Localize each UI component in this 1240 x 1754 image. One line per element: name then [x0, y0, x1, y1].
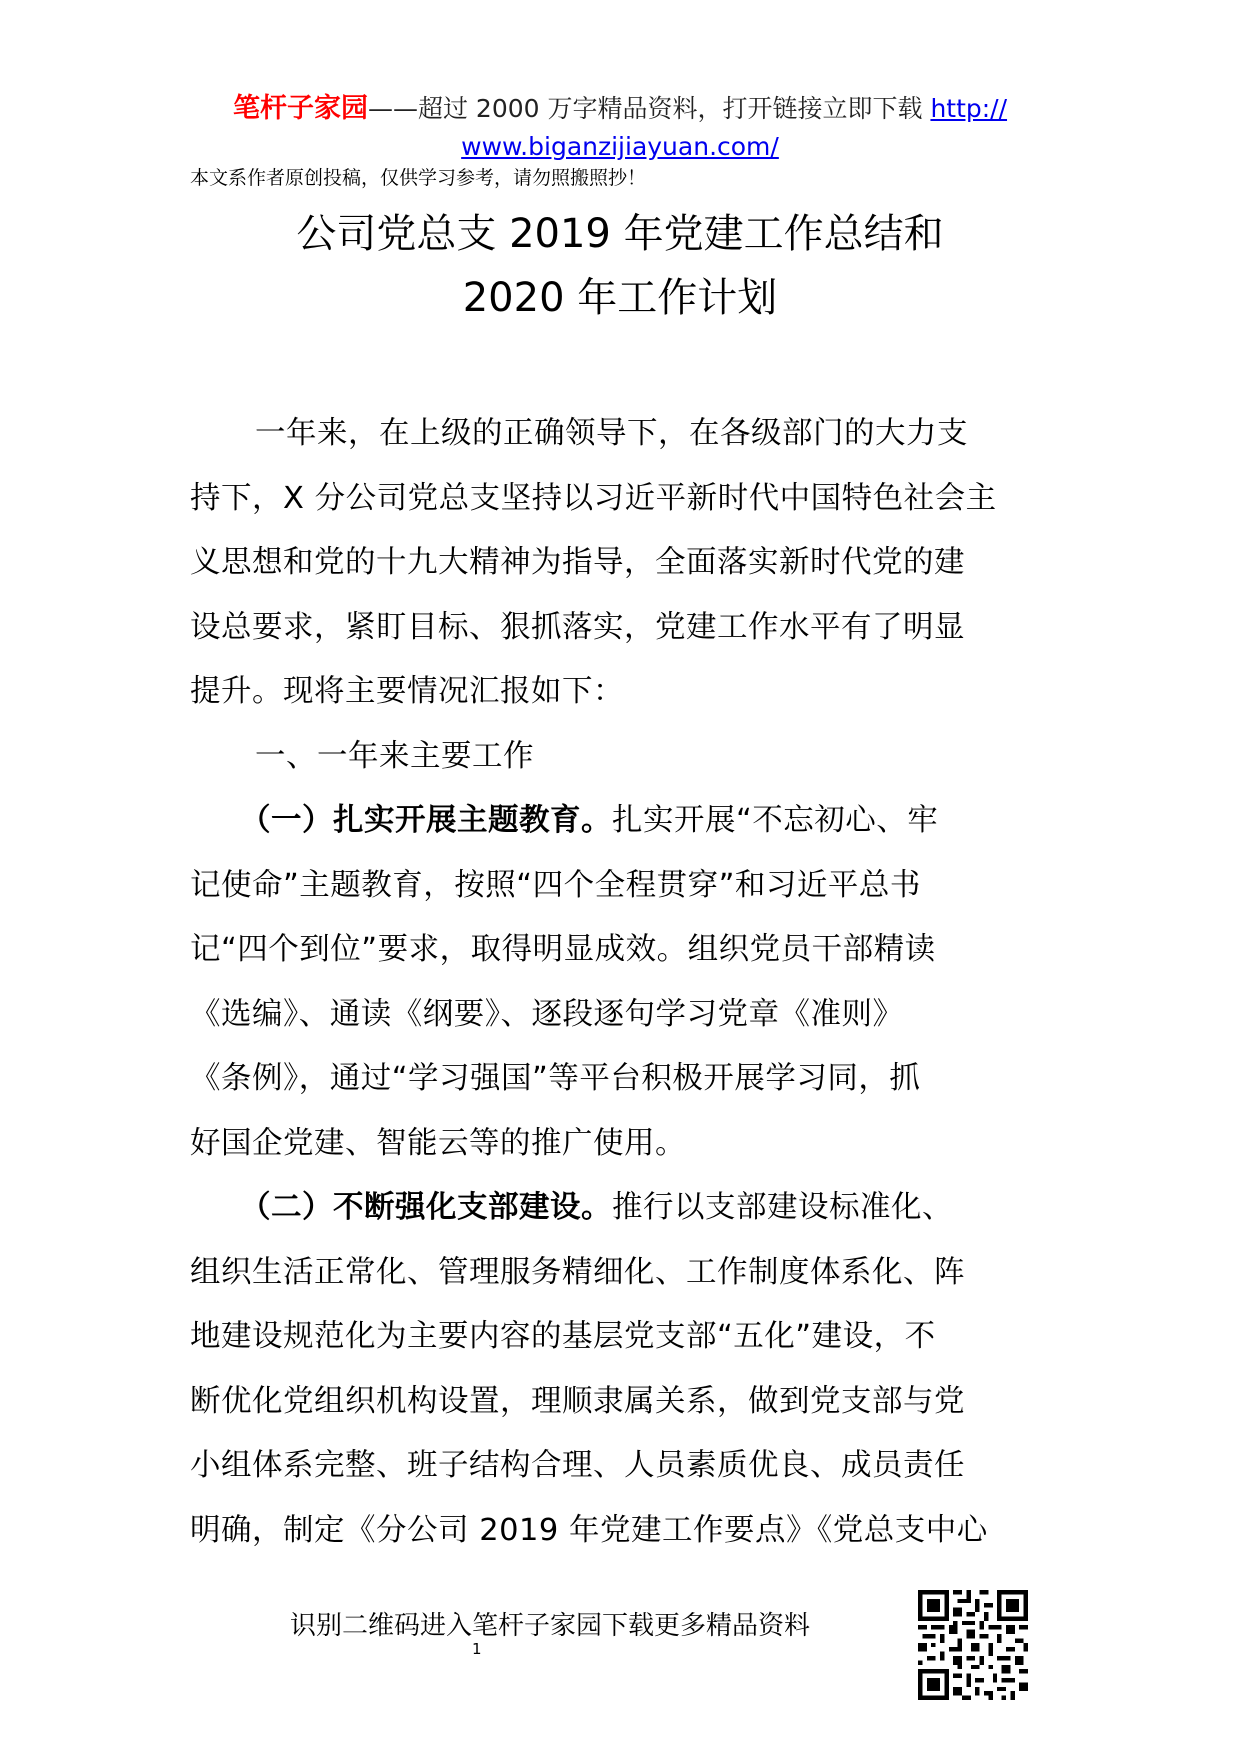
subsection-2-heading: （二）不断强化支部建设。 — [240, 1190, 612, 1225]
document-body — [190, 402, 1058, 1563]
brand-name: 笔杆子家园 — [232, 93, 368, 124]
paragraph-line: 记“四个到位”要求，取得明显成效。组织党员干部精读 — [190, 932, 936, 967]
qr-code-icon[interactable] — [918, 1590, 1028, 1700]
page-number: 1 — [472, 1640, 482, 1658]
document-title-line2: 2020 年工作计划 — [462, 275, 778, 321]
subsection-1-first-line — [190, 789, 1058, 854]
site-link-line — [0, 130, 1240, 164]
paragraph-line: 义思想和党的十九大精神为指导，全面落实新时代党的建 — [190, 545, 965, 580]
paragraph-line: 持下，X 分公司党总支坚持以习近平新时代中国特色社会主 — [190, 480, 997, 516]
paragraph-line: 地建设规范化为主要内容的基层党支部“五化”建设，不 — [190, 1319, 936, 1354]
paragraph-line: 《条例》，通过“学习强国”等平台积极开展学习同，抓 — [190, 1061, 921, 1096]
paragraph-line: 记使命”主题教育，按照“四个全程贯穿”和习近平总书 — [190, 867, 921, 903]
paragraph-line: 一年来，在上级的正确领导下，在各级部门的大力支 — [255, 416, 968, 451]
download-link-part1[interactable]: http:// — [930, 94, 1008, 123]
paragraph-line: 小组体系完整、班子结构合理、人员素质优良、成员责任 — [190, 1448, 965, 1483]
paragraph-line: 断优化党组织机构设置，理顺隶属关系，做到党支部与党 — [190, 1383, 965, 1419]
paragraph-line: 提升。现将主要情况汇报如下： — [190, 674, 624, 709]
qr-caption: 识别二维码进入笔杆子家园下载更多精品资料 — [290, 1611, 811, 1641]
download-link-part2[interactable]: www.biganzijiayuan.com/ — [461, 132, 779, 161]
copyright-notice: 本文系作者原创投稿，仅供学习参考，请勿照搬照抄！ — [190, 167, 647, 189]
subsection-2-text: 推行以支部建设标准化、 — [612, 1190, 953, 1225]
paragraph-line: 组织生活正常化、管理服务精细化、工作制度体系化、阵 — [190, 1254, 965, 1290]
paragraph-line: 《选编》、通读《纲要》、逐段逐句学习党章《准则》 — [190, 996, 904, 1032]
site-banner — [0, 92, 1240, 126]
paragraph-line: 设总要求，紧盯目标、狠抓落实，党建工作水平有了明显 — [190, 609, 965, 645]
banner-tagline: ——超过 2000 万字精品资料，打开链接立即下载 — [367, 94, 931, 123]
document-title-line1: 公司党总支 2019 年党建工作总结和 — [296, 211, 944, 257]
paragraph-line: 明确，制定《分公司 2019 年党建工作要点》《党总支中心 — [190, 1512, 988, 1548]
section-heading: 一、一年来主要工作 — [255, 738, 534, 774]
subsection-1-heading: （一）扎实开展主题教育。 — [240, 803, 612, 838]
subsection-1-text: 扎实开展“不忘初心、牢 — [612, 803, 939, 838]
paragraph-line: 好国企党建、智能云等的推广使用。 — [190, 1125, 686, 1161]
subsection-2-first-line — [190, 1176, 1058, 1241]
